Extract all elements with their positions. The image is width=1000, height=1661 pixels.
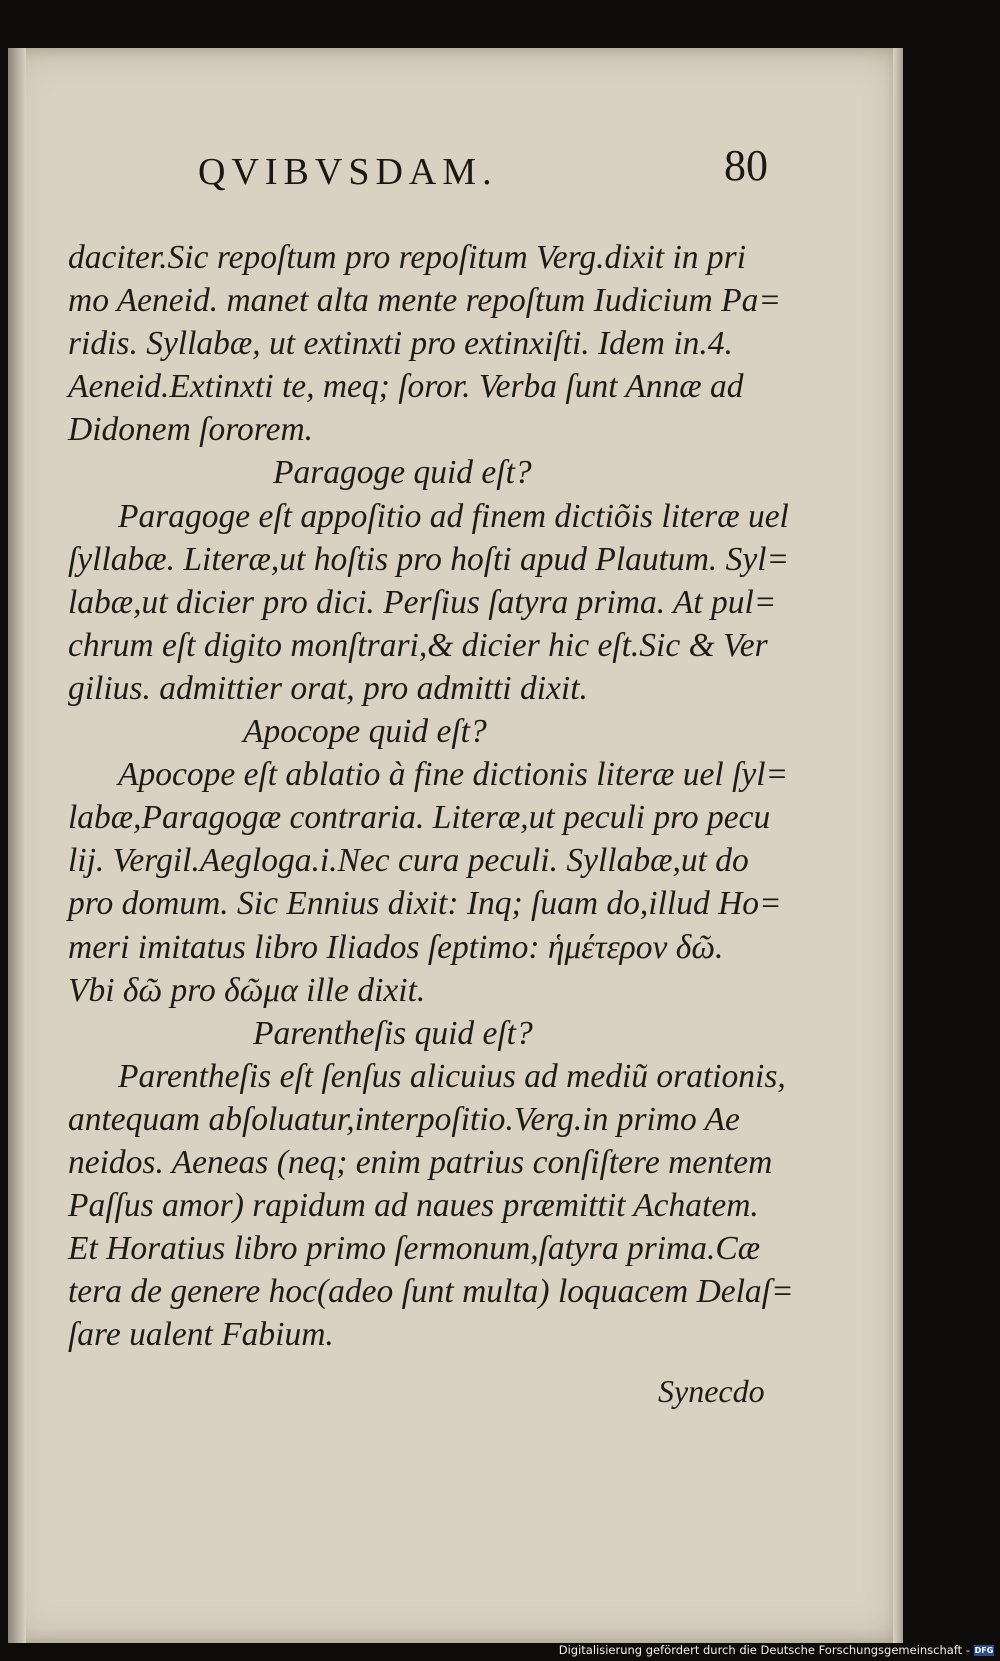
text-line: tera de genere hoc(adeo ſunt multa) loquacem Delaſ=: [68, 1273, 794, 1311]
text-line: ridis. Syllabæ, ut extinxti pro extinxiſti. Idem in.4.: [68, 325, 733, 363]
page-header: [198, 140, 768, 196]
text-line: Paſſus amor) rapidum ad naues præmittit Achatem.: [68, 1187, 759, 1225]
catchword: Synecdo: [658, 1373, 765, 1409]
text-line: mo Aeneid. manet alta mente repoſtum Iudicium Pa=: [68, 282, 781, 320]
text-line: lij. Vergil.Aegloga.i.Nec cura peculi. Syllabæ,ut do: [68, 842, 749, 880]
section-heading-parenthesis: Parentheſis quid eſt?: [253, 1014, 533, 1052]
text-line: pro domum. Sic Ennius dixit: Inq; ſuam do,illud Ho=: [68, 885, 782, 923]
running-head: QVIBVSDAM.: [198, 151, 498, 193]
text-line: antequam abſoluatur,interpoſitio.Verg.in primo Ae: [68, 1100, 740, 1138]
text-line: ſyllabæ. Literæ,ut hoſtis pro hoſti apud Plautum. Syl=: [68, 540, 790, 578]
text-line: Aeneid.Extinxti te, meq; ſoror. Verba ſunt Annæ ad: [68, 368, 744, 406]
credit-text: Digitalisierung gefördert durch die Deutsche Forschungsgemeinschaft -: [558, 1643, 970, 1657]
text-line: neidos. Aeneas (neq; enim patrius conſiſtere mentem: [68, 1143, 773, 1181]
digitization-credit: [559, 1643, 994, 1657]
body-text: [68, 236, 794, 1356]
text-line: chrum eſt digito monſtrari,& dicier hic eſt.Sic & Ver: [68, 626, 768, 664]
section-heading-paragoge: Paragoge quid eſt?: [273, 454, 532, 492]
text-line: Didonem ſororem.: [68, 411, 314, 449]
book-page: [8, 48, 903, 1643]
text-line: daciter.Sic repoſtum pro repoſitum Verg.dixit in pri: [68, 239, 746, 276]
text-line: labæ,Paragogæ contraria. Literæ,ut peculi pro pecu: [68, 799, 771, 837]
page-edge-right: [893, 48, 903, 1643]
section-heading-apocope: Apocope quid eſt?: [243, 713, 487, 751]
dfg-logo: DFG: [974, 1645, 994, 1655]
text-line: Et Horatius libro primo ſermonum,ſatyra prima.Cæ: [68, 1230, 761, 1268]
text-line: Vbi δῶ pro δῶμα ille dixit.: [68, 971, 426, 1009]
text-line: ſare ualent Fabium.: [68, 1316, 334, 1354]
text-line: gilius. admittier orat, pro admitti dixit.: [68, 669, 588, 707]
text-line: Apocope eſt ablatio à fine dictionis literæ uel ſyl=: [118, 756, 789, 794]
text-line: Paragoge eſt appoſitio ad finem dictiõis literæ uel: [118, 497, 789, 535]
text-line: Parentheſis eſt ſenſus alicuius ad mediũ orationis,: [118, 1057, 786, 1095]
folio-number: 80: [724, 141, 768, 190]
text-line: labæ,ut dicier pro dici. Perſius ſatyra prima. At pul=: [68, 583, 777, 621]
text-line: meri imitatus libro Iliados ſeptimo: ἡμέτερον δῶ.: [68, 928, 724, 966]
page-gutter-left: [8, 48, 26, 1643]
